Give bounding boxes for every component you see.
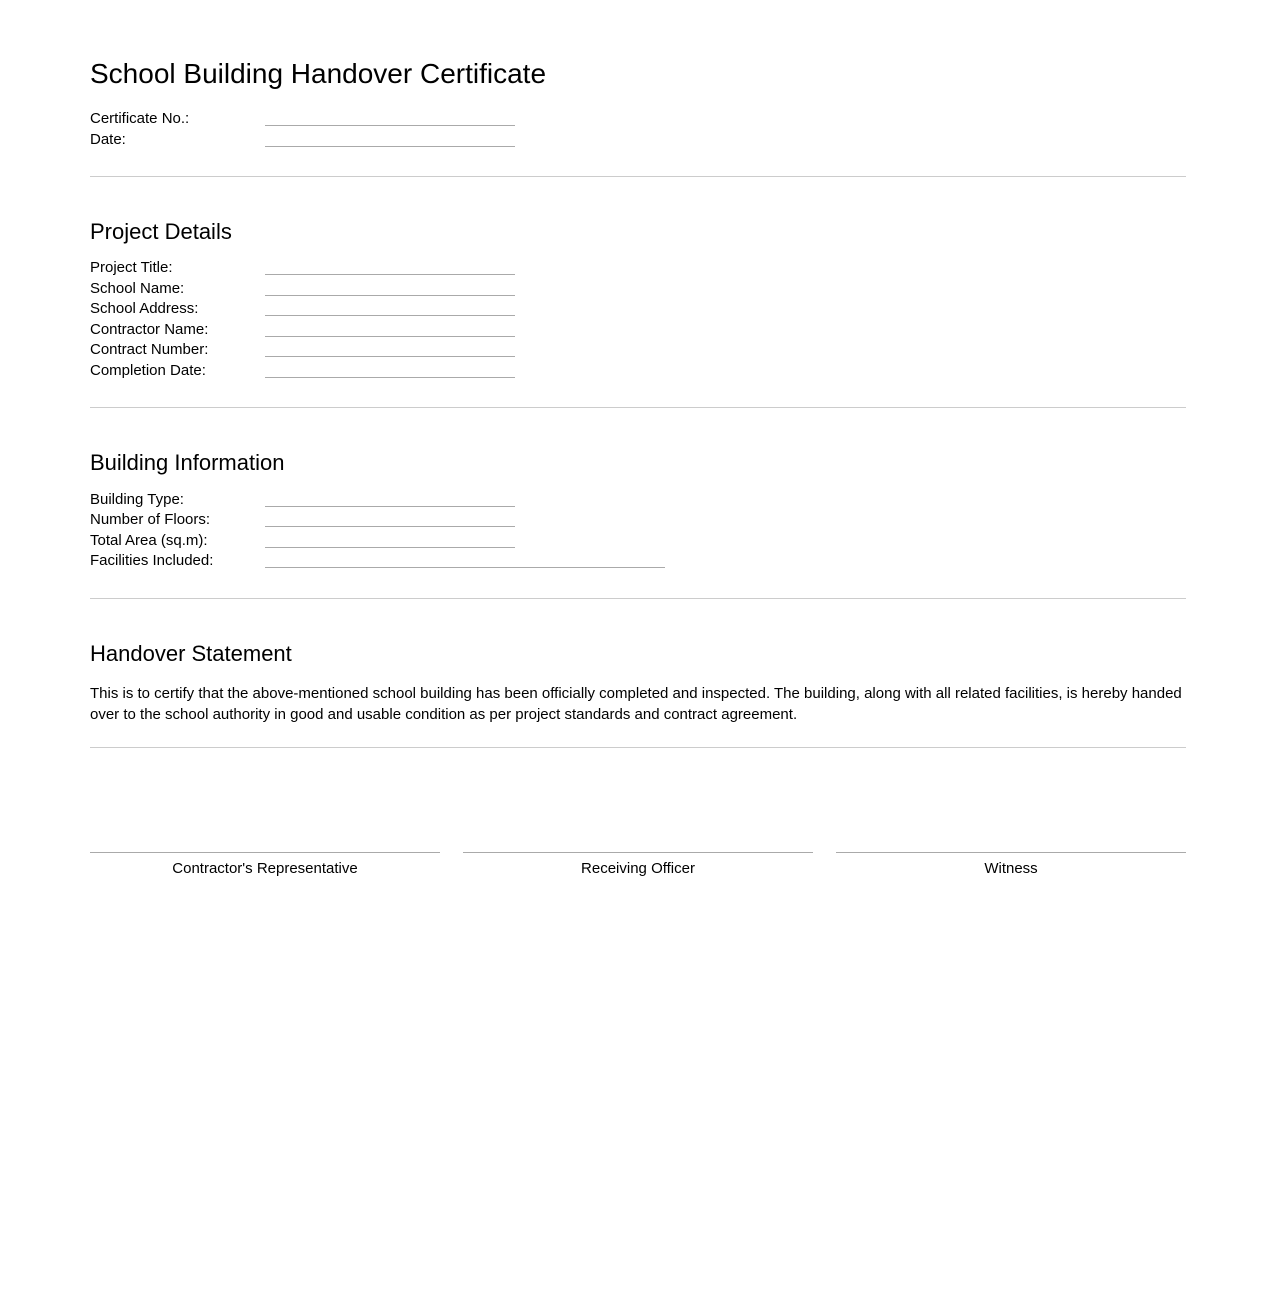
completion-date-label: Completion Date: (90, 361, 206, 379)
number-of-floors-input[interactable] (265, 510, 515, 527)
field-row-certificate-no (90, 109, 1186, 130)
building-type-input[interactable] (265, 490, 515, 507)
facilities-included-input[interactable] (265, 551, 665, 568)
witness-signature-label: Witness (984, 859, 1038, 877)
number-of-floors-label: Number of Floors: (90, 511, 211, 529)
field-row-contract-number (90, 340, 1186, 361)
certificate-no-label: Certificate No.: (90, 110, 190, 128)
signature-section (90, 852, 1186, 877)
contractor-representative-signature-label: Contractor's Representative (172, 859, 358, 877)
completion-date-input[interactable] (265, 361, 515, 378)
section-divider (90, 176, 1186, 177)
signature-block-receiving-officer (463, 852, 813, 877)
field-row-school-name (90, 279, 1186, 300)
field-row-number-of-floors (90, 510, 1186, 531)
signature-block-witness (836, 852, 1186, 877)
field-row-completion-date (90, 361, 1186, 382)
field-row-project-title (90, 258, 1186, 279)
contractor-name-label: Contractor Name: (90, 320, 209, 338)
field-row-building-type (90, 490, 1186, 511)
receiving-officer-signature-line (463, 852, 813, 853)
school-address-input[interactable] (265, 299, 515, 316)
school-name-input[interactable] (265, 279, 515, 296)
facilities-included-label: Facilities Included: (90, 552, 214, 570)
signature-block-contractor-representative (90, 852, 440, 877)
project-details-heading: Project Details (90, 219, 232, 245)
field-row-contractor-name (90, 320, 1186, 341)
witness-signature-line (836, 852, 1186, 853)
field-row-date (90, 130, 1186, 151)
certificate-no-input[interactable] (265, 109, 515, 126)
contractor-name-input[interactable] (265, 320, 515, 337)
contract-number-label: Contract Number: (90, 341, 209, 359)
date-input[interactable] (265, 130, 515, 147)
total-area-input[interactable] (265, 531, 515, 548)
total-area-label: Total Area (sq.m): (90, 531, 208, 549)
handover-statement-heading: Handover Statement (90, 640, 292, 666)
field-row-total-area (90, 531, 1186, 552)
date-label: Date: (90, 130, 126, 148)
project-title-input[interactable] (265, 258, 515, 275)
receiving-officer-signature-label: Receiving Officer (581, 859, 695, 877)
contractor-representative-signature-line (90, 852, 440, 853)
section-divider (90, 407, 1186, 408)
field-row-facilities-included (90, 551, 1186, 572)
project-title-label: Project Title: (90, 259, 173, 277)
building-information-heading: Building Information (90, 450, 285, 476)
school-name-label: School Name: (90, 279, 185, 297)
school-address-label: School Address: (90, 300, 199, 318)
section-divider (90, 747, 1186, 748)
building-type-label: Building Type: (90, 490, 184, 508)
page-title: School Building Handover Certificate (90, 58, 547, 89)
handover-statement-text: This is to certify that the above-mentioned school building has been officially completed and inspected. The building, along with all related facilities, is hereby handed over to the school authority in good and usable condition as per project standards and contract agreement. (90, 684, 1182, 723)
field-row-school-address (90, 299, 1186, 320)
section-divider (90, 598, 1186, 599)
contract-number-input[interactable] (265, 340, 515, 357)
